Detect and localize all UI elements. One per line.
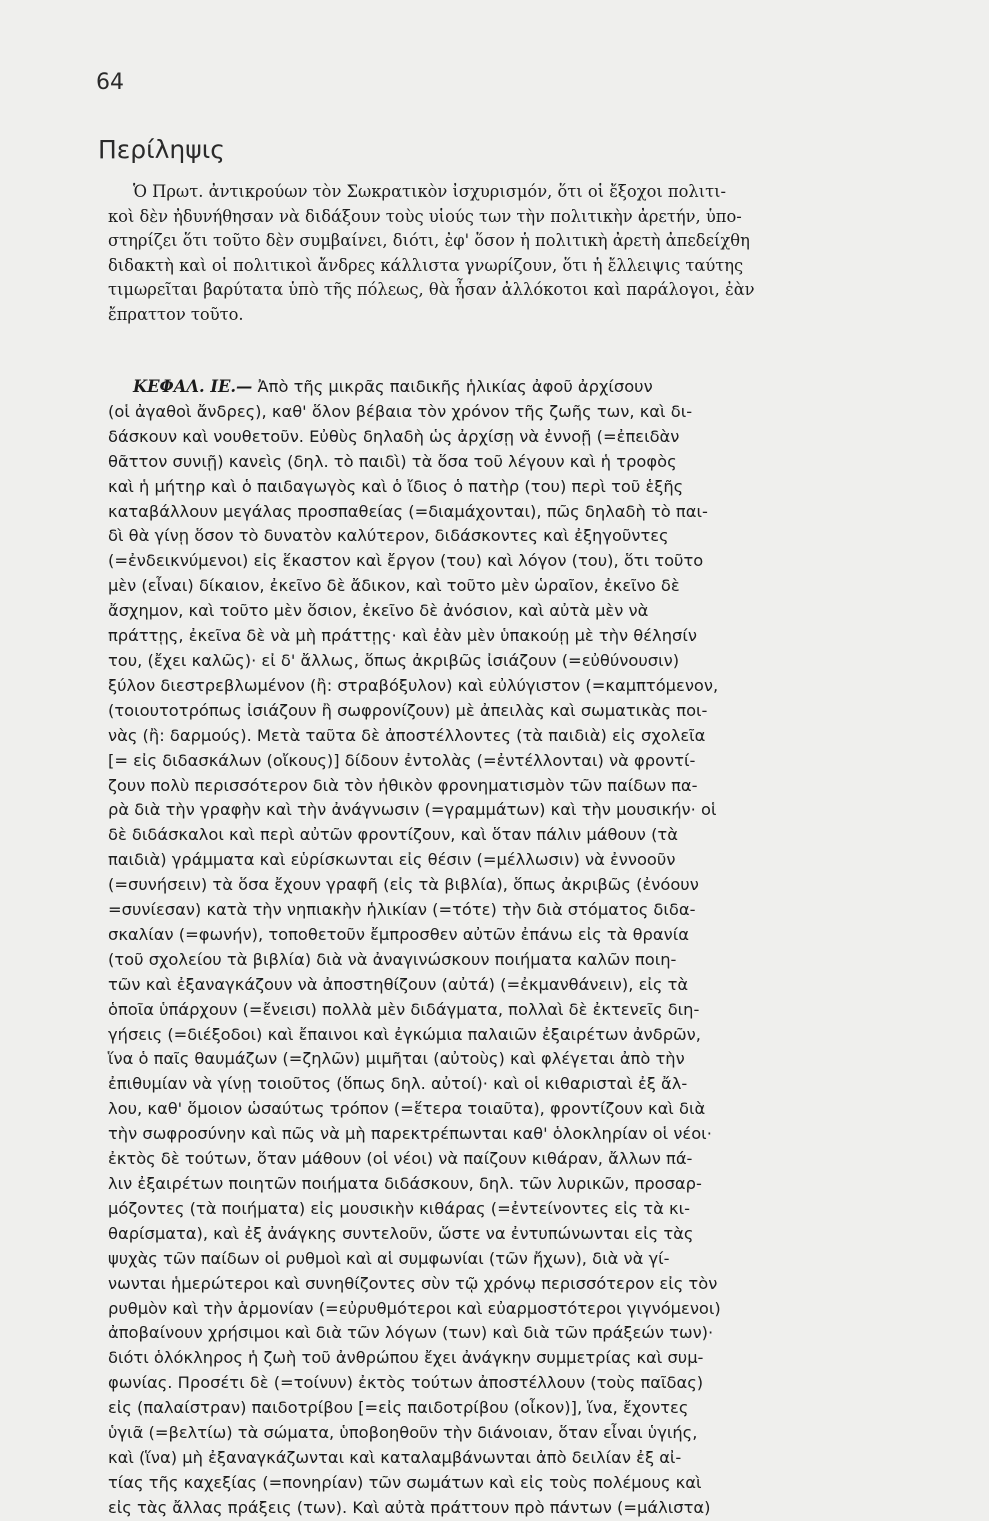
chapter-line: ἐπιθυμίαν νὰ γίνῃ τοιοῦτος (ὅπως δηλ. αὐτοί)· καὶ οἱ κιθαρισταὶ ἐξ ἄλ- <box>108 1074 688 1094</box>
chapter-line: [= εἰς διδασκάλων (οἴκους)] δίδουν ἐντολὰς (=ἐντέλλονται) νὰ φροντί- <box>108 750 696 770</box>
chapter-line: νὰς (ἢ: δαρμούς). Μετὰ ταῦτα δὲ ἀποστέλλοντες (τὰ παιδιὰ) εἰς σχολεῖα <box>108 725 706 745</box>
chapter-line: μὲν (εἶναι) δίκαιον, ἐκεῖνο δὲ ἄδικον, καὶ τοῦτο μὲν ὡραῖον, ἐκεῖνο δὲ <box>108 576 680 596</box>
chapter-line: μόζοντες (τὰ ποιήματα) εἰς μουσικὴν κιθάρας (=ἐντείνοντες εἰς τὰ κι- <box>108 1198 690 1218</box>
chapter-line: πράττῃς, ἐκεῖνα δὲ νὰ μὴ πράττῃς· καὶ ἐὰν μὲν ὑπακούῃ μὲ τὴν θέλησίν <box>108 626 697 646</box>
chapter-line: του, (ἔχει καλῶς)· εἰ δ' ἄλλως, ὅπως ἀκριβῶς ἰσιάζουν (=εὐθύνουσιν) <box>108 650 680 670</box>
chapter-line: ζουν πολὺ περισσότερον διὰ τὸν ἠθικὸν φρονηματισμὸν τῶν παίδων πα- <box>108 775 698 795</box>
chapter-line: ψυχὰς τῶν παίδων οἱ ρυθμοὶ καὶ αἱ συμφωνίαι (τῶν ἤχων), διὰ νὰ γί- <box>108 1248 670 1268</box>
chapter-line: γήσεις (=διέξοδοι) καὶ ἔπαινοι καὶ ἐγκώμια παλαιῶν ἐξαιρέτων ἀνδρῶν, <box>108 1024 701 1044</box>
chapter-line: εἰς τὰς ἄλλας πράξεις (των). Καὶ αὐτὰ πράττουν πρὸ πάντων (=μάλιστα) <box>108 1497 711 1517</box>
summary-line: διδακτὴ καὶ οἱ πολιτικοὶ ἄνδρες κάλλιστα γνωρίζουν, ὅτι ἡ ἔλλειψις ταύτης <box>108 255 744 275</box>
chapter-line: ρὰ διὰ τὴν γραφὴν καὶ τὴν ἀνάγνωσιν (=γραμμάτων) καὶ τὴν μουσικήν· οἱ <box>108 800 717 820</box>
summary-line: ἔπραττον τοῦτο. <box>108 304 244 324</box>
chapter-line: ὁποῖα ὑπάρχουν (=ἔνεισι) πολλὰ μὲν διδάγματα, πολλαὶ δὲ ἐκτενεῖς διη- <box>108 999 700 1019</box>
chapter-line: λιν ἐξαιρέτων ποιητῶν ποιήματα διδάσκουν, δηλ. τῶν λυρικῶν, προσαρ- <box>108 1174 702 1193</box>
chapter-line: ἄσχημον, καὶ τοῦτο μὲν ὅσιον, ἐκεῖνο δὲ ἀνόσιον, καὶ αὐτὰ μὲν νὰ <box>108 601 649 621</box>
chapter-line: ξύλον διεστρεβλωμένον (ἢ: στραβόξυλον) καὶ εὐλύγιστον (=καμπτόμενον, <box>108 675 719 695</box>
chapter-heading: ΚΕΦΑΛ. ΙΕ.— <box>133 377 253 396</box>
summary-line: Ὁ Πρωτ. ἀντικρούων τὸν Σωκρατικὸν ἰσχυρισμόν, ὅτι οἱ ἔξοχοι πολιτι- <box>133 182 727 201</box>
chapter-line: καταβάλλουν μεγάλας προσπαθείας (=διαμάχονται), πῶς δηλαδὴ τὸ παι- <box>108 501 708 521</box>
chapter-line: (τοῦ σχολείου τὰ βιβλία) διὰ νὰ ἀναγινώσκουν ποιήματα καλῶν ποιη- <box>108 949 677 969</box>
chapter-line: διότι ὁλόκληρος ἡ ζωὴ τοῦ ἀνθρώπου ἔχει ἀνάγκην συμμετρίας καὶ συμ- <box>108 1348 704 1368</box>
chapter-line: (=ἐνδεικνύμενοι) εἰς ἕκαστον καὶ ἔργον (του) καὶ λόγον (του), ὅτι τοῦτο <box>108 551 704 571</box>
summary-line: τιμωρεῖται βαρύτατα ὑπὸ τῆς πόλεως, θὰ ἦσαν ἀλλόκοτοι καὶ παράλογοι, ἐὰν <box>108 280 755 300</box>
summary-line: κοὶ δὲν ἠδυνήθησαν νὰ διδάξουν τοὺς υἱούς των τὴν πολιτικὴν ἀρετήν, ὑπο- <box>108 206 742 226</box>
chapter-paragraph <box>108 375 928 1521</box>
chapter-line: καὶ ἡ μήτηρ καὶ ὁ παιδαγωγὸς καὶ ὁ ἴδιος ὁ πατὴρ (του) περὶ τοῦ ἑξῆς <box>108 476 684 496</box>
chapter-line: δὶ θὰ γίνῃ ὅσον τὸ δυνατὸν καλύτερον, διδάσκοντες καὶ ἐξηγοῦντες <box>108 526 669 546</box>
chapter-line: ἀποβαίνουν χρήσιμοι καὶ διὰ τῶν λόγων (των) καὶ διὰ τῶν πράξεών των)· <box>108 1323 714 1343</box>
chapter-line: λου, καθ' ὅμοιον ὡσαύτως τρόπον (=ἕτερα τοιαῦτα), φροντίζουν καὶ διὰ <box>108 1099 706 1119</box>
chapter-line: τῶν καὶ ἐξαναγκάζουν νὰ ἀποστηθίζουν (αὐτά) (=ἐκμανθάνειν), εἰς τὰ <box>108 974 689 994</box>
chapter-line: φωνίας. Προσέτι δὲ (=τοίνυν) ἐκτὸς τούτων ἀποστέλλουν (τοὺς παῖδας) <box>108 1373 704 1393</box>
chapter-line: =συνίεσαν) κατὰ τὴν νηπιακὴν ἡλικίαν (=τότε) τὴν διὰ στόματος διδα- <box>108 900 696 920</box>
chapter-line: (τοιουτοτρόπως ἰσιάζουν ἢ σωφρονίζουν) μὲ ἀπειλὰς καὶ σωματικὰς ποι- <box>108 700 708 720</box>
chapter-line: ἵνα ὁ παῖς θαυμάζων (=ζηλῶν) μιμῆται (αὐτοὺς) καὶ φλέγεται ἀπὸ τὴν <box>108 1049 685 1069</box>
chapter-first-line-text: Ἀπὸ τῆς μικρᾶς παιδικῆς ἡλικίας ἀφοῦ ἀρχίσουν <box>252 377 653 396</box>
chapter-line: παιδιὰ) γράμματα καὶ εὑρίσκωνται εἰς θέσιν (=μέλλωσιν) νὰ ἐννοοῦν <box>108 850 676 870</box>
page-number: 64 <box>96 70 124 95</box>
chapter-line: ρυθμὸν καὶ τὴν ἁρμονίαν (=εὐρυθμότεροι καὶ εὐαρμοστότεροι γιγνόμενοι) <box>108 1298 721 1318</box>
chapter-line: θᾶττον συνιῇ) κανεὶς (δηλ. τὸ παιδὶ) τὰ ὅσα τοῦ λέγουν καὶ ἡ τροφὸς <box>108 451 677 471</box>
chapter-line: ἐκτὸς δὲ τούτων, ὅταν μάθουν (οἱ νέοι) νὰ παίζουν κιθάραν, ἄλλων πά- <box>108 1149 693 1169</box>
chapter-line: νωνται ἡμερώτεροι καὶ συνηθίζοντες σὺν τῷ χρόνῳ περισσότερον εἰς τὸν <box>108 1273 718 1293</box>
summary-line: στηρίζει ὅτι τοῦτο δὲν συμβαίνει, διότι, ἐφ' ὅσον ἡ πολιτικὴ ἀρετὴ ἀπεδείχθη <box>108 231 750 251</box>
summary-paragraph <box>108 180 928 328</box>
chapter-line: καὶ (ἵνα) μὴ ἐξαναγκάζωνται καὶ καταλαμβάνωνται ἀπὸ δειλίαν ἐξ αἰ- <box>108 1447 682 1467</box>
chapter-line: τὴν σωφροσύνην καὶ πῶς νὰ μὴ παρεκτρέπωνται καθ' ὁλοκληρίαν οἱ νέοι· <box>108 1124 712 1144</box>
chapter-line: (οἱ ἀγαθοὶ ἄνδρες), καθ' ὅλον βέβαια τὸν χρόνον τῆς ζωῆς των, καὶ δι- <box>108 401 693 421</box>
chapter-line: δάσκουν καὶ νουθετοῦν. Εὐθὺς δηλαδὴ ὡς ἀρχίσῃ νὰ ἐννοῇ (=ἐπειδὰν <box>108 426 680 446</box>
section-title: Περίληψις <box>98 135 225 164</box>
chapter-line: σκαλίαν (=φωνήν), τοποθετοῦν ἔμπροσθεν αὐτῶν ἐπάνω εἰς τὰ θρανία <box>108 924 689 944</box>
chapter-line: (=συνήσειν) τὰ ὅσα ἔχουν γραφῆ (εἰς τὰ βιβλία), ὅπως ἀκριβῶς (ἐνόουν <box>108 875 699 895</box>
chapter-line: τίας τῆς καχεξίας (=πονηρίαν) τῶν σωμάτων καὶ εἰς τοὺς πολέμους καὶ <box>108 1472 702 1492</box>
chapter-line: δὲ διδάσκαλοι καὶ περὶ αὐτῶν φροντίζουν, καὶ ὅταν πάλιν μάθουν (τὰ <box>108 825 678 845</box>
chapter-line: θαρίσματα), καὶ ἐξ ἀνάγκης συντελοῦν, ὥστε να ἐντυπώνωνται εἰς τὰς <box>108 1223 694 1243</box>
chapter-first-line <box>108 375 928 400</box>
chapter-line: εἰς (παλαίστραν) παιδοτρίβου [=εἰς παιδοτρίβου (οἶκον)], ἵνα, ἔχοντες <box>108 1398 689 1418</box>
chapter-line: ὑγιᾶ (=βελτίω) τὰ σώματα, ὑποβοηθοῦν τὴν διάνοιαν, ὅταν εἶναι ὑγιής, <box>108 1423 698 1443</box>
